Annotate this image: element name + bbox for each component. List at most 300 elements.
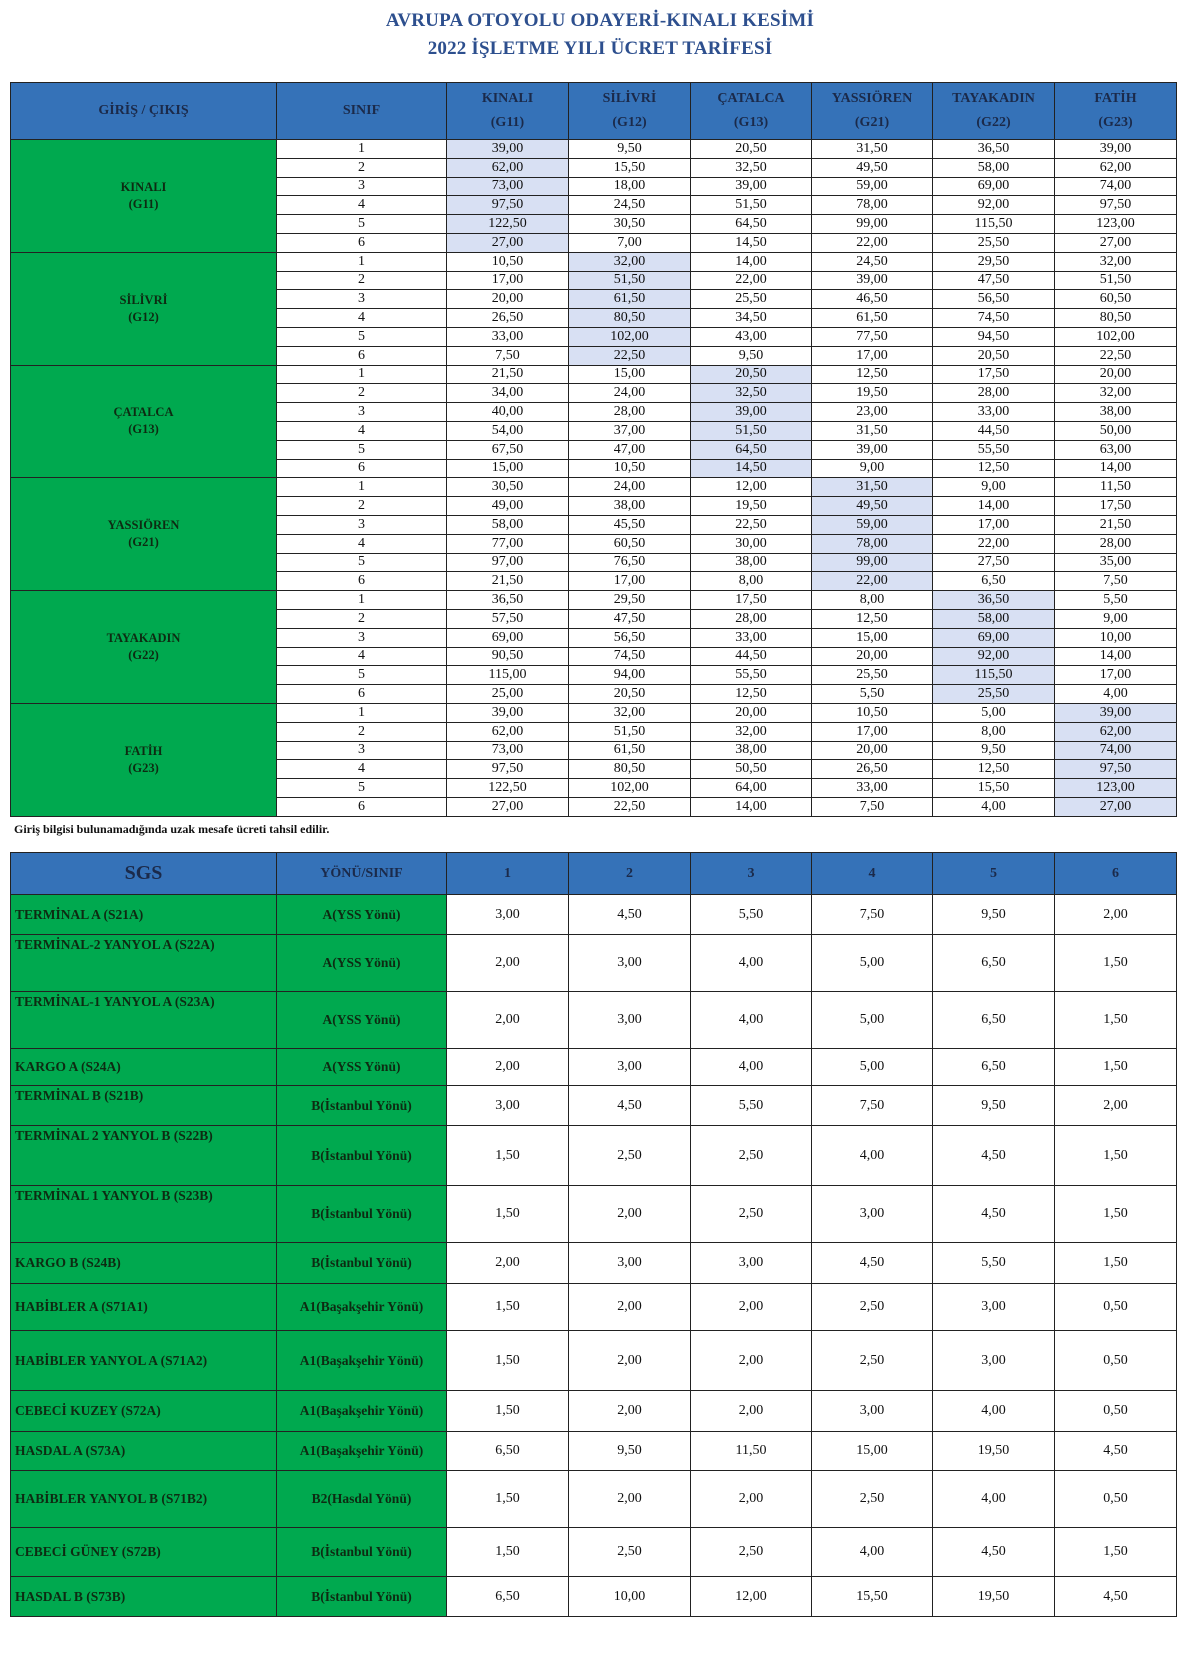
fare-cell: 97,50 <box>1055 196 1177 215</box>
class-2-header: 2 <box>569 853 691 895</box>
fare-cell: 32,00 <box>569 252 691 271</box>
column-code: (G11) <box>490 115 525 130</box>
sgs-row <box>11 1331 1177 1391</box>
footnote: Giriş bilgisi bulunamadığında uzak mesafe ücreti tahsil edilir. <box>14 822 330 836</box>
sgs-direction: B(İstanbul Yönü) <box>277 1086 447 1126</box>
sgs-fare-cell: 5,00 <box>812 935 933 992</box>
fare-cell: 22,50 <box>1055 346 1177 365</box>
sgs-fare-cell: 1,50 <box>1055 935 1177 992</box>
sgs-fare-cell: 3,00 <box>812 1391 933 1432</box>
sgs-fare-cell: 1,50 <box>447 1186 569 1243</box>
fare-cell: 74,50 <box>933 309 1055 328</box>
fare-cell: 5,50 <box>812 685 933 704</box>
sgs-fare-cell: 2,00 <box>1055 1086 1177 1126</box>
fare-cell: 67,50 <box>447 440 569 459</box>
class-6-header: 6 <box>1055 853 1177 895</box>
fare-cell: 115,50 <box>933 215 1055 234</box>
sgs-station-name: CEBECİ KUZEY (S72A) <box>11 1391 277 1432</box>
sgs-fare-cell: 2,00 <box>691 1471 812 1528</box>
sgs-fare-cell: 9,50 <box>933 895 1055 935</box>
fare-cell: 20,00 <box>812 741 933 760</box>
fare-cell: 61,50 <box>569 741 691 760</box>
class-cell: 5 <box>277 327 447 346</box>
fare-cell: 59,00 <box>812 515 933 534</box>
fare-cell: 39,00 <box>1055 703 1177 722</box>
fare-cell: 12,50 <box>933 459 1055 478</box>
sgs-fare-cell: 3,00 <box>569 935 691 992</box>
fare-cell: 102,00 <box>569 779 691 798</box>
sgs-fare-cell: 3,00 <box>691 1243 812 1284</box>
fare-cell: 35,00 <box>1055 553 1177 572</box>
fare-cell: 9,50 <box>691 346 812 365</box>
sgs-fare-cell: 3,00 <box>569 992 691 1049</box>
fare-cell: 94,50 <box>933 327 1055 346</box>
fare-cell: 40,00 <box>447 403 569 422</box>
station-code: (G12) <box>128 309 159 324</box>
fare-cell: 61,50 <box>569 290 691 309</box>
fare-cell: 32,50 <box>691 384 812 403</box>
fare-cell: 17,00 <box>1055 666 1177 685</box>
entry-exit-header: GİRİŞ / ÇIKIŞ <box>11 83 277 140</box>
entry-station-cell <box>11 703 277 816</box>
sgs-fare-cell: 4,50 <box>933 1186 1055 1243</box>
class-cell: 2 <box>277 722 447 741</box>
fare-cell: 17,50 <box>691 591 812 610</box>
column-header-kinali <box>447 83 569 140</box>
fare-cell: 31,50 <box>812 140 933 159</box>
fare-cell: 27,00 <box>447 797 569 816</box>
fare-cell: 63,00 <box>1055 440 1177 459</box>
sgs-fare-cell: 5,50 <box>933 1243 1055 1284</box>
fare-cell: 97,50 <box>1055 760 1177 779</box>
fare-cell: 32,00 <box>1055 384 1177 403</box>
sgs-fare-cell: 4,50 <box>1055 1432 1177 1471</box>
fare-cell: 61,50 <box>812 309 933 328</box>
sgs-row <box>11 1086 1177 1126</box>
fare-cell: 10,00 <box>1055 628 1177 647</box>
direction-class-header: YÖNÜ/SINIF <box>277 853 447 895</box>
sgs-fare-cell: 2,00 <box>691 1391 812 1432</box>
fare-cell: 47,00 <box>569 440 691 459</box>
fare-cell: 49,50 <box>812 158 933 177</box>
sgs-direction: A1(Başakşehir Yönü) <box>277 1391 447 1432</box>
fare-cell: 10,50 <box>447 252 569 271</box>
sgs-tariff-table <box>10 852 1177 1617</box>
fare-cell: 27,00 <box>1055 797 1177 816</box>
sgs-fare-cell: 4,00 <box>812 1126 933 1186</box>
sgs-row <box>11 1049 1177 1086</box>
fare-cell: 19,50 <box>812 384 933 403</box>
sgs-fare-cell: 0,50 <box>1055 1284 1177 1331</box>
fare-cell: 58,00 <box>447 515 569 534</box>
fare-cell: 30,50 <box>447 478 569 497</box>
fare-cell: 8,00 <box>933 722 1055 741</box>
sgs-fare-cell: 2,00 <box>447 992 569 1049</box>
class-cell: 3 <box>277 628 447 647</box>
fare-cell: 17,50 <box>933 365 1055 384</box>
sgs-fare-cell: 15,00 <box>812 1432 933 1471</box>
sgs-station-name: KARGO B (S24B) <box>11 1243 277 1284</box>
fare-cell: 55,50 <box>933 440 1055 459</box>
fare-cell: 28,00 <box>569 403 691 422</box>
sgs-body <box>11 895 1177 1617</box>
class-cell: 6 <box>277 797 447 816</box>
sgs-fare-cell: 2,50 <box>691 1528 812 1577</box>
fare-cell: 51,50 <box>569 271 691 290</box>
fare-cell: 9,00 <box>933 478 1055 497</box>
sgs-row <box>11 895 1177 935</box>
fare-cell: 7,50 <box>447 346 569 365</box>
sgs-fare-cell: 2,00 <box>569 1186 691 1243</box>
sgs-fare-cell: 6,50 <box>933 992 1055 1049</box>
entry-station-cell <box>11 365 277 478</box>
sgs-fare-cell: 7,50 <box>812 1086 933 1126</box>
station-name: YASSIÖREN <box>107 518 180 533</box>
sgs-fare-cell: 6,50 <box>933 1049 1055 1086</box>
sgs-fare-cell: 1,50 <box>447 1331 569 1391</box>
fare-cell: 8,00 <box>812 591 933 610</box>
class-cell: 3 <box>277 403 447 422</box>
entry-station-cell <box>11 140 277 253</box>
sgs-fare-cell: 2,50 <box>812 1471 933 1528</box>
fare-cell: 9,50 <box>933 741 1055 760</box>
fare-cell: 38,00 <box>1055 403 1177 422</box>
fare-cell: 99,00 <box>812 553 933 572</box>
sgs-fare-cell: 0,50 <box>1055 1391 1177 1432</box>
column-header-fatih <box>1055 83 1177 140</box>
class-cell: 1 <box>277 365 447 384</box>
fare-cell: 7,50 <box>812 797 933 816</box>
fare-cell: 14,00 <box>933 497 1055 516</box>
fare-cell: 24,00 <box>569 478 691 497</box>
class-cell: 6 <box>277 572 447 591</box>
fare-cell: 64,50 <box>691 440 812 459</box>
sgs-fare-cell: 5,00 <box>812 1049 933 1086</box>
sgs-fare-cell: 3,00 <box>933 1284 1055 1331</box>
tariff-row <box>11 140 1177 159</box>
fare-cell: 22,50 <box>569 346 691 365</box>
sgs-fare-cell: 2,50 <box>691 1126 812 1186</box>
sgs-fare-cell: 1,50 <box>447 1471 569 1528</box>
fare-cell: 123,00 <box>1055 779 1177 798</box>
class-cell: 5 <box>277 666 447 685</box>
fare-cell: 24,50 <box>812 252 933 271</box>
column-name: SİLİVRİ <box>602 91 657 106</box>
sgs-fare-cell: 2,00 <box>447 1243 569 1284</box>
sgs-fare-cell: 9,50 <box>933 1086 1055 1126</box>
fare-cell: 62,00 <box>1055 722 1177 741</box>
entry-station-cell <box>11 591 277 704</box>
sgs-fare-cell: 2,00 <box>447 1049 569 1086</box>
fare-cell: 12,50 <box>691 685 812 704</box>
fare-cell: 9,00 <box>1055 609 1177 628</box>
fare-cell: 74,00 <box>1055 177 1177 196</box>
class-cell: 5 <box>277 215 447 234</box>
fare-cell: 51,50 <box>1055 271 1177 290</box>
sgs-fare-cell: 4,50 <box>933 1528 1055 1577</box>
class-cell: 4 <box>277 196 447 215</box>
fare-cell: 6,50 <box>933 572 1055 591</box>
sgs-direction: B(İstanbul Yönü) <box>277 1186 447 1243</box>
sgs-fare-cell: 4,00 <box>691 992 812 1049</box>
sgs-station-name: TERMİNAL A (S21A) <box>11 895 277 935</box>
sgs-row <box>11 1391 1177 1432</box>
fare-cell: 33,00 <box>691 628 812 647</box>
fare-cell: 12,50 <box>812 365 933 384</box>
fare-cell: 44,50 <box>933 421 1055 440</box>
fare-cell: 34,00 <box>447 384 569 403</box>
fare-cell: 102,00 <box>1055 327 1177 346</box>
fare-cell: 17,00 <box>812 346 933 365</box>
fare-cell: 21,50 <box>447 365 569 384</box>
station-code: (G11) <box>128 196 159 211</box>
class-4-header: 4 <box>812 853 933 895</box>
sgs-fare-cell: 2,50 <box>812 1331 933 1391</box>
sgs-fare-cell: 1,50 <box>1055 992 1177 1049</box>
class-cell: 2 <box>277 271 447 290</box>
class-cell: 1 <box>277 478 447 497</box>
fare-cell: 27,00 <box>447 233 569 252</box>
class-cell: 5 <box>277 553 447 572</box>
sgs-fare-cell: 1,50 <box>1055 1528 1177 1577</box>
class-cell: 6 <box>277 459 447 478</box>
sgs-direction: B(İstanbul Yönü) <box>277 1528 447 1577</box>
sgs-fare-cell: 1,50 <box>447 1284 569 1331</box>
sgs-direction: A(YSS Yönü) <box>277 935 447 992</box>
sgs-fare-cell: 5,00 <box>812 992 933 1049</box>
fare-cell: 73,00 <box>447 177 569 196</box>
fare-cell: 14,00 <box>1055 647 1177 666</box>
sgs-fare-cell: 7,50 <box>812 895 933 935</box>
class-cell: 2 <box>277 609 447 628</box>
fare-cell: 15,00 <box>447 459 569 478</box>
fare-cell: 31,50 <box>812 421 933 440</box>
sgs-fare-cell: 12,00 <box>691 1577 812 1617</box>
fare-cell: 20,50 <box>691 140 812 159</box>
class-5-header: 5 <box>933 853 1055 895</box>
fare-cell: 56,50 <box>933 290 1055 309</box>
fare-cell: 10,50 <box>812 703 933 722</box>
sgs-header: SGS <box>11 853 277 895</box>
fare-cell: 69,00 <box>933 628 1055 647</box>
fare-cell: 76,50 <box>569 553 691 572</box>
sgs-fare-cell: 1,50 <box>1055 1126 1177 1186</box>
fare-cell: 39,00 <box>812 440 933 459</box>
fare-cell: 19,50 <box>691 497 812 516</box>
sgs-station-name: HABİBLER YANYOL A (S71A2) <box>11 1331 277 1391</box>
fare-cell: 97,00 <box>447 553 569 572</box>
fare-cell: 11,50 <box>1055 478 1177 497</box>
sgs-fare-cell: 2,00 <box>569 1331 691 1391</box>
class-cell: 5 <box>277 440 447 459</box>
fare-cell: 26,50 <box>812 760 933 779</box>
sgs-direction: B(İstanbul Yönü) <box>277 1126 447 1186</box>
fare-cell: 20,50 <box>933 346 1055 365</box>
sgs-direction: A1(Başakşehir Yönü) <box>277 1284 447 1331</box>
class-3-header: 3 <box>691 853 812 895</box>
fare-cell: 25,50 <box>812 666 933 685</box>
sgs-fare-cell: 10,00 <box>569 1577 691 1617</box>
sgs-direction: A1(Başakşehir Yönü) <box>277 1432 447 1471</box>
sgs-station-name: TERMİNAL 1 YANYOL B (S23B) <box>11 1186 277 1243</box>
fare-cell: 56,50 <box>569 628 691 647</box>
fare-cell: 33,00 <box>447 327 569 346</box>
station-code: (G13) <box>128 422 159 437</box>
fare-cell: 27,00 <box>1055 233 1177 252</box>
column-code: (G23) <box>1098 115 1133 130</box>
toll-tariff-table <box>10 82 1177 817</box>
sgs-fare-cell: 1,50 <box>447 1528 569 1577</box>
fare-cell: 55,50 <box>691 666 812 685</box>
fare-cell: 4,00 <box>933 797 1055 816</box>
sgs-direction: A(YSS Yönü) <box>277 1049 447 1086</box>
sgs-row <box>11 935 1177 992</box>
fare-cell: 50,00 <box>1055 421 1177 440</box>
page-subtitle: 2022 İŞLETME YILI ÜCRET TARİFESİ <box>427 38 773 59</box>
fare-cell: 5,50 <box>1055 591 1177 610</box>
sgs-fare-cell: 15,50 <box>812 1577 933 1617</box>
class-cell: 4 <box>277 647 447 666</box>
sgs-fare-cell: 0,50 <box>1055 1331 1177 1391</box>
class-cell: 4 <box>277 534 447 553</box>
fare-cell: 12,50 <box>933 760 1055 779</box>
fare-cell: 49,00 <box>447 497 569 516</box>
class-cell: 1 <box>277 252 447 271</box>
fare-cell: 54,00 <box>447 421 569 440</box>
fare-cell: 62,00 <box>1055 158 1177 177</box>
sgs-fare-cell: 4,50 <box>1055 1577 1177 1617</box>
fare-cell: 22,00 <box>812 233 933 252</box>
sgs-fare-cell: 2,00 <box>569 1284 691 1331</box>
class-cell: 3 <box>277 177 447 196</box>
fare-cell: 8,00 <box>691 572 812 591</box>
fare-cell: 20,00 <box>447 290 569 309</box>
fare-cell: 32,50 <box>691 158 812 177</box>
class-cell: 3 <box>277 515 447 534</box>
fare-cell: 47,50 <box>569 609 691 628</box>
column-code: (G21) <box>854 115 890 130</box>
fare-cell: 90,50 <box>447 647 569 666</box>
sgs-row <box>11 1284 1177 1331</box>
sgs-fare-cell: 11,50 <box>691 1432 812 1471</box>
sgs-fare-cell: 0,50 <box>1055 1471 1177 1528</box>
fare-cell: 123,00 <box>1055 215 1177 234</box>
sgs-station-name: KARGO A (S24A) <box>11 1049 277 1086</box>
class-cell: 6 <box>277 685 447 704</box>
tariff-header-row <box>11 83 1177 140</box>
fare-cell: 78,00 <box>812 196 933 215</box>
fare-cell: 21,50 <box>1055 515 1177 534</box>
fare-cell: 36,50 <box>933 591 1055 610</box>
fare-cell: 28,00 <box>933 384 1055 403</box>
fare-cell: 64,00 <box>691 779 812 798</box>
fare-cell: 77,00 <box>447 534 569 553</box>
tariff-body <box>11 140 1177 817</box>
fare-cell: 32,00 <box>1055 252 1177 271</box>
entry-station-cell <box>11 252 277 365</box>
class-cell: 4 <box>277 760 447 779</box>
sgs-fare-cell: 19,50 <box>933 1432 1055 1471</box>
sgs-direction: B(İstanbul Yönü) <box>277 1243 447 1284</box>
class-cell: 4 <box>277 421 447 440</box>
sgs-station-name: TERMİNAL 2 YANYOL B (S22B) <box>11 1126 277 1186</box>
fare-cell: 22,00 <box>691 271 812 290</box>
fare-cell: 17,00 <box>933 515 1055 534</box>
fare-cell: 20,00 <box>691 703 812 722</box>
column-code: (G13) <box>733 115 769 130</box>
fare-cell: 32,00 <box>691 722 812 741</box>
fare-cell: 17,50 <box>1055 497 1177 516</box>
sgs-fare-cell: 4,00 <box>933 1471 1055 1528</box>
sgs-fare-cell: 4,00 <box>812 1528 933 1577</box>
class-cell: 3 <box>277 290 447 309</box>
fare-cell: 74,50 <box>569 647 691 666</box>
fare-cell: 92,00 <box>933 196 1055 215</box>
fare-cell: 69,00 <box>933 177 1055 196</box>
sgs-direction: B2(Hasdal Yönü) <box>277 1471 447 1528</box>
tariff-row <box>11 591 1177 610</box>
sgs-fare-cell: 2,50 <box>691 1186 812 1243</box>
fare-cell: 39,00 <box>447 140 569 159</box>
fare-cell: 25,00 <box>447 685 569 704</box>
sgs-fare-cell: 3,00 <box>569 1243 691 1284</box>
fare-cell: 43,00 <box>691 327 812 346</box>
fare-cell: 97,50 <box>447 760 569 779</box>
fare-cell: 58,00 <box>933 158 1055 177</box>
fare-cell: 14,00 <box>691 252 812 271</box>
sgs-fare-cell: 3,00 <box>933 1331 1055 1391</box>
column-name: ÇATALCA <box>717 91 785 106</box>
fare-cell: 115,50 <box>933 666 1055 685</box>
fare-cell: 51,50 <box>691 196 812 215</box>
sgs-fare-cell: 9,50 <box>569 1432 691 1471</box>
fare-cell: 39,00 <box>691 177 812 196</box>
sgs-fare-cell: 3,00 <box>447 895 569 935</box>
sgs-fare-cell: 2,00 <box>569 1471 691 1528</box>
fare-cell: 15,00 <box>569 365 691 384</box>
tariff-row <box>11 252 1177 271</box>
class-cell: 1 <box>277 140 447 159</box>
column-header-catalca <box>691 83 812 140</box>
sgs-fare-cell: 4,50 <box>933 1126 1055 1186</box>
fare-cell: 92,00 <box>933 647 1055 666</box>
station-code: (G23) <box>128 760 159 775</box>
fare-cell: 21,50 <box>447 572 569 591</box>
fare-cell: 39,00 <box>1055 140 1177 159</box>
fare-cell: 51,50 <box>691 421 812 440</box>
fare-cell: 26,50 <box>447 309 569 328</box>
fare-cell: 73,00 <box>447 741 569 760</box>
fare-cell: 24,50 <box>569 196 691 215</box>
fare-cell: 28,00 <box>691 609 812 628</box>
station-code: (G21) <box>128 535 159 550</box>
fare-cell: 29,50 <box>933 252 1055 271</box>
fare-cell: 77,50 <box>812 327 933 346</box>
column-header-tayakadin <box>933 83 1055 140</box>
fare-cell: 45,50 <box>569 515 691 534</box>
sgs-fare-cell: 5,50 <box>691 1086 812 1126</box>
station-code: (G22) <box>128 648 159 663</box>
fare-cell: 60,50 <box>1055 290 1177 309</box>
fare-cell: 30,00 <box>691 534 812 553</box>
sgs-row <box>11 1471 1177 1528</box>
fare-cell: 12,50 <box>812 609 933 628</box>
sgs-fare-cell: 4,50 <box>569 895 691 935</box>
sgs-fare-cell: 3,00 <box>447 1086 569 1126</box>
class-cell: 1 <box>277 703 447 722</box>
station-name: KINALI <box>120 179 167 194</box>
sgs-fare-cell: 6,50 <box>447 1432 569 1471</box>
